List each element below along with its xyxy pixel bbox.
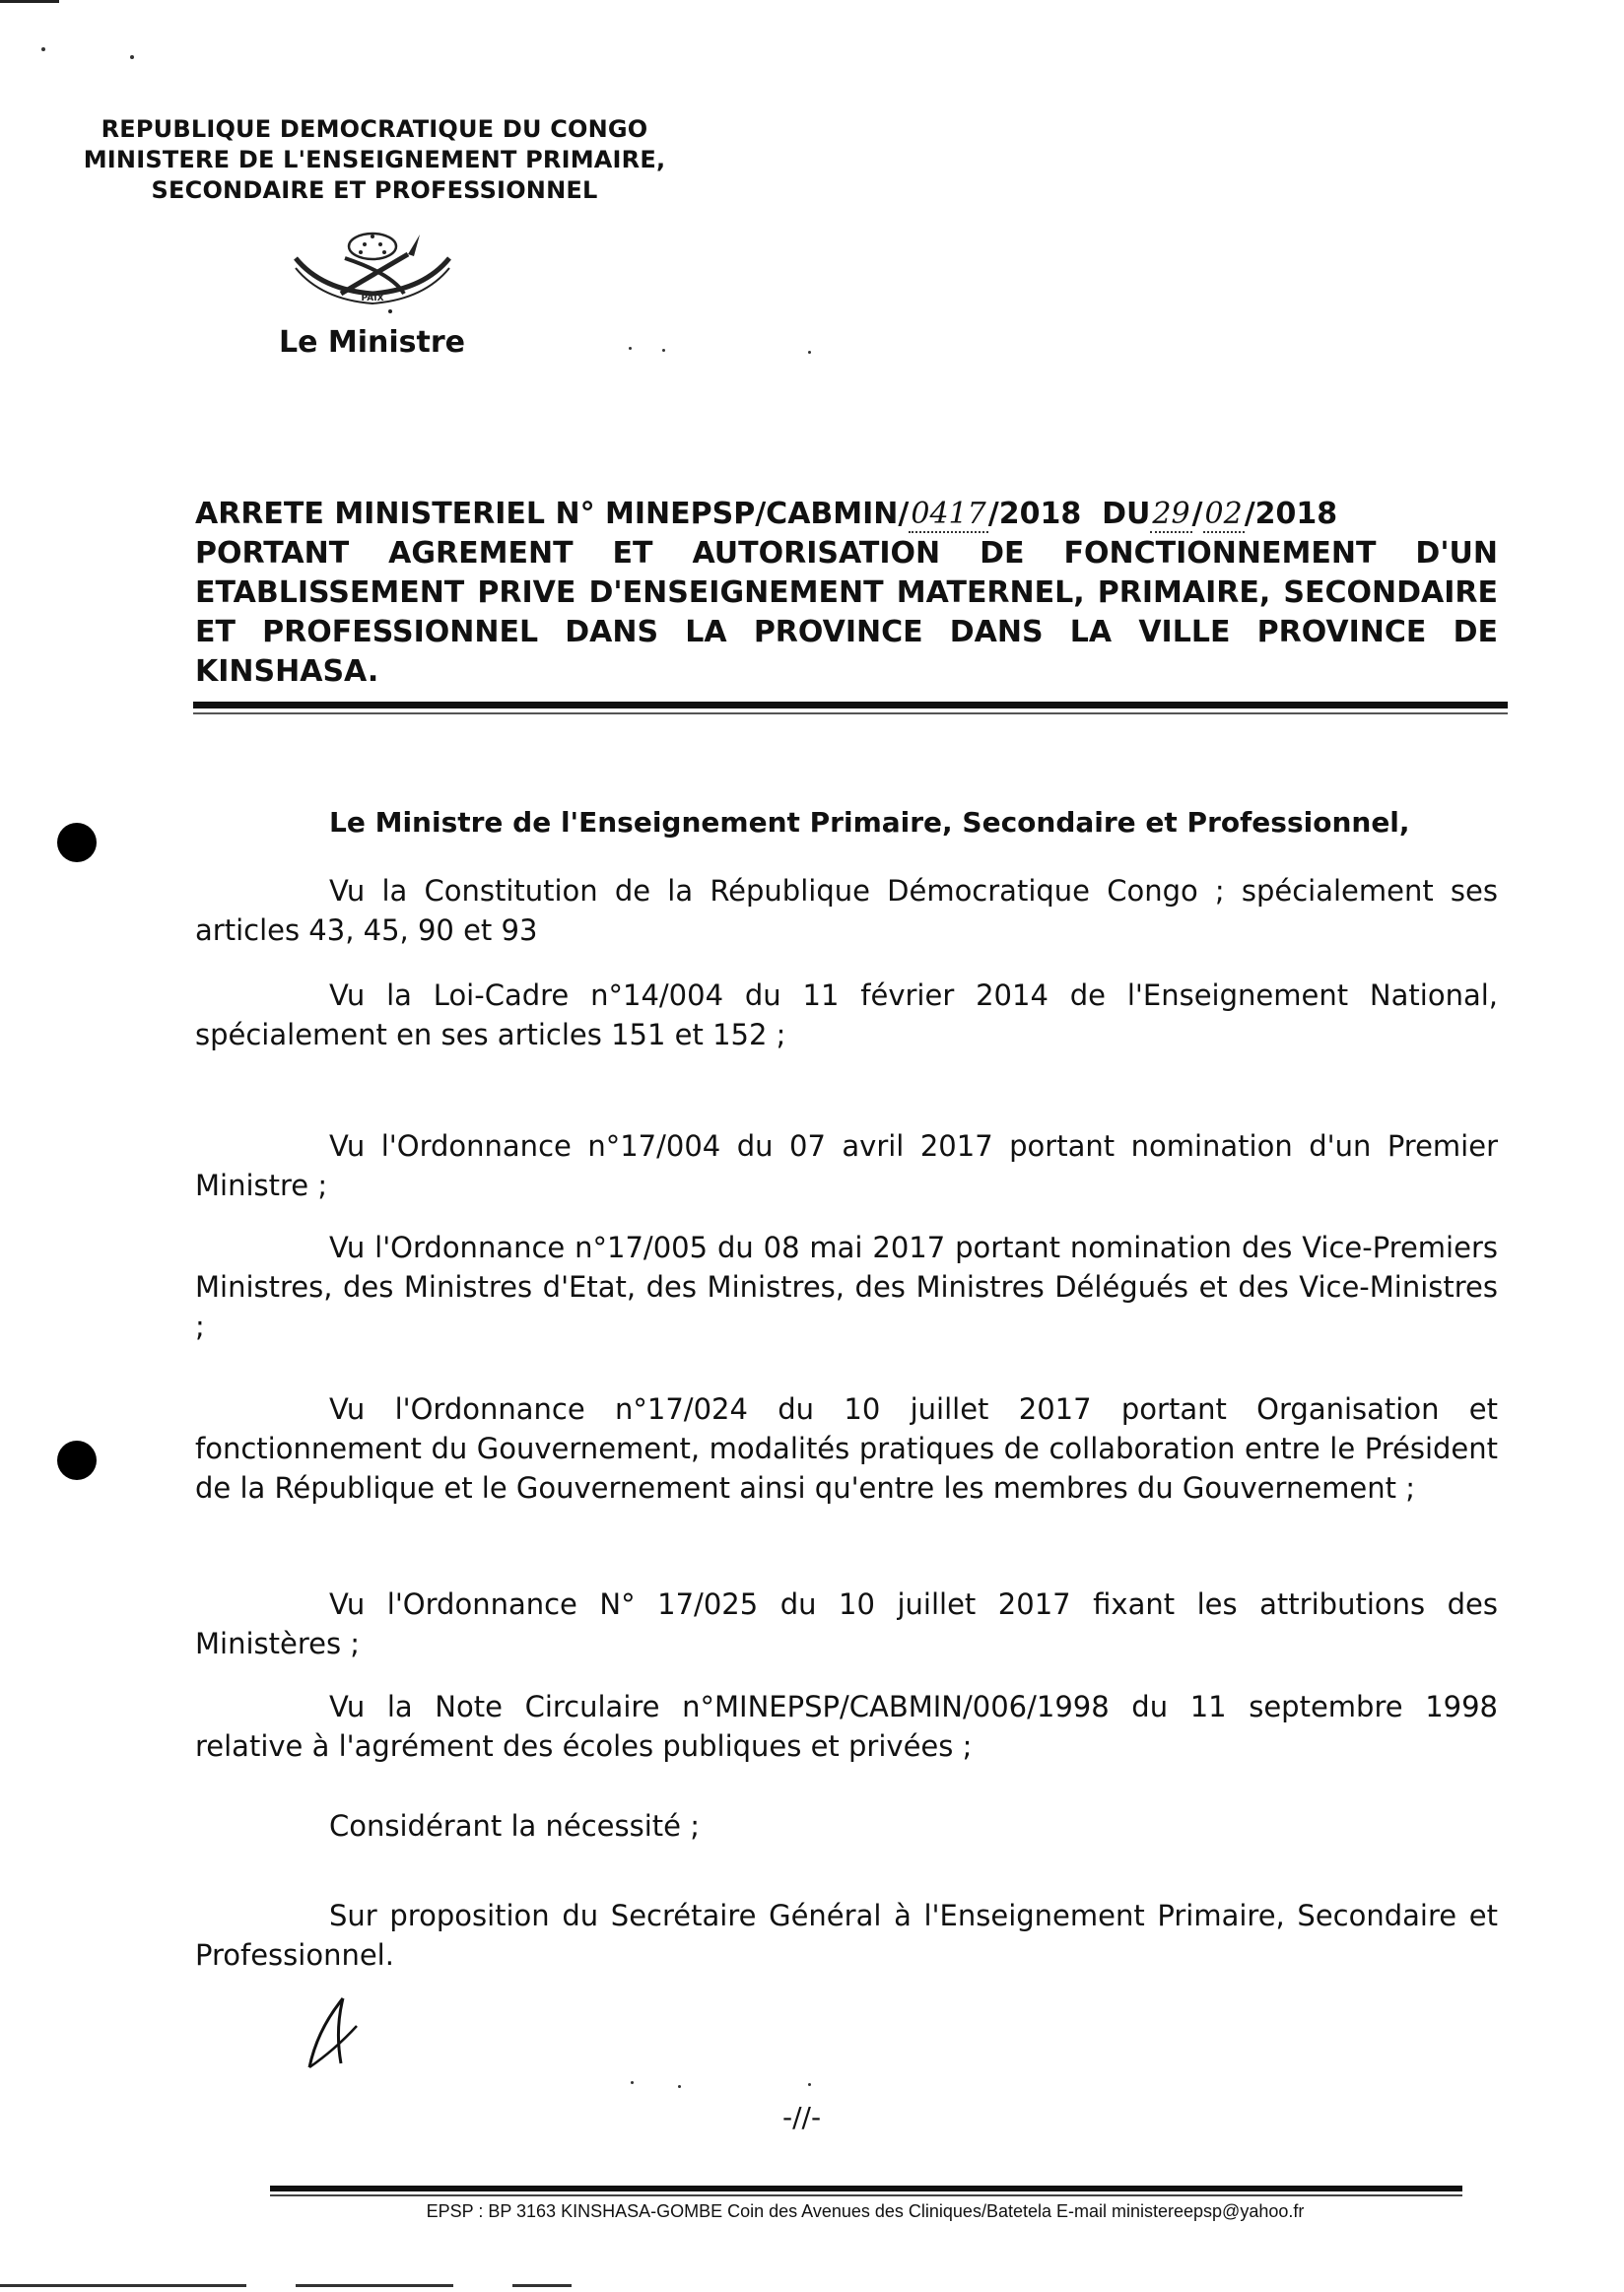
letterhead-ministry: MINISTERE DE L'ENSEIGNEMENT PRIMAIRE, <box>83 146 666 173</box>
decree-date-year: 2018 <box>1254 497 1338 531</box>
decree-day-handwritten: 29 <box>1152 497 1190 531</box>
scan-speck <box>629 347 632 350</box>
visa-paragraph: Vu la Constitution de la République Démocratique Congo ; spécialement ses articles 43, 45, 90 et 93 <box>195 874 1498 947</box>
handwritten-initial-icon <box>296 1990 374 2071</box>
continuation-marker: -//- <box>782 2101 822 2133</box>
scan-edge-line <box>296 2284 453 2287</box>
emblem-motto: PAIX <box>361 294 384 303</box>
visa-paragraph: Vu l'Ordonnance N° 17/025 du 10 juillet 2017 fixant les attributions des Ministères ; <box>195 1587 1498 1660</box>
minister-intro: Le Ministre de l'Enseignement Primaire, Secondaire et Professionnel, <box>329 806 1410 839</box>
scan-speck <box>808 351 811 354</box>
decree-subject: PORTANT AGREMENT ET AUTORISATION DE FONCTIONNEMENT D'UN ETABLISSEMENT PRIVE D'ENSEIGNEMENT MATERNEL, PRIMAIRE, SECONDAIRE ET PROFESSIONNEL DANS LA PROVINCE DANS LA VILLE PROVINCE DE KINSHASA. <box>195 536 1498 689</box>
decree-title <box>195 495 1498 692</box>
coat-of-arms-icon <box>282 229 465 317</box>
scan-edge-line <box>512 2284 572 2287</box>
visa-paragraph: Vu la Note Circulaire n°MINEPSP/CABMIN/006/1998 du 11 septembre 1998 relative à l'agrément des écoles publiques et privées ; <box>195 1690 1498 1763</box>
decree-number-handwritten: 0417 <box>911 497 986 531</box>
decree-prefix: ARRETE MINISTERIEL N° MINEPSP/CABMIN/ <box>195 497 910 531</box>
title-underline-thin <box>193 712 1508 714</box>
signatory-title: Le Ministre <box>279 325 466 360</box>
punch-hole <box>57 823 97 862</box>
decree-month-handwritten: 02 <box>1204 497 1243 531</box>
footer-rule <box>270 2186 1462 2191</box>
scan-speck <box>130 55 134 59</box>
visa-paragraph: Vu l'Ordonnance n°17/004 du 07 avril 2017 portant nomination d'un Premier Ministre ; <box>195 1129 1498 1202</box>
title-underline <box>193 702 1508 708</box>
footer-address: EPSP : BP 3163 KINSHASA-GOMBE Coin des Avenues des Cliniques/Batetela E-mail ministereepsp@yahoo.fr <box>426 2201 1305 2221</box>
proposal-paragraph: Sur proposition du Secrétaire Général à l'Enseignement Primaire, Secondaire et Professionnel. <box>195 1899 1498 1972</box>
visa-paragraph: Vu la Loi-Cadre n°14/004 du 11 février 2014 de l'Enseignement National, spécialement en ses articles 151 et 152 ; <box>195 978 1498 1051</box>
letterhead <box>59 114 690 206</box>
scan-speck <box>678 2085 681 2088</box>
letterhead-country: REPUBLIQUE DEMOCRATIQUE DU CONGO <box>101 115 648 143</box>
footer-rule-thin <box>270 2194 1462 2196</box>
scan-speck <box>662 349 665 352</box>
decree-du: DU <box>1102 497 1151 531</box>
scan-speck <box>631 2081 634 2084</box>
scan-speck <box>808 2083 811 2086</box>
decree-year: 2018 <box>998 497 1082 531</box>
visa-paragraph: Vu l'Ordonnance n°17/024 du 10 juillet 2017 portant Organisation et fonctionnement du Gouvernement, modalités pratiques de collaboration entre le Président de la République et le Gouvernement ainsi qu'entre les membres du Gouvernement ; <box>195 1392 1498 1505</box>
scan-edge-line <box>0 0 59 3</box>
decree-reference: ARRETE MINISTERIEL N° MINEPSP/CABMIN/0417/2018 DU29/02/2018 <box>195 497 1338 531</box>
scan-edge-line <box>0 2284 246 2287</box>
considerant-paragraph: Considérant la nécessité ; <box>329 1809 700 1843</box>
visa-paragraph: Vu l'Ordonnance n°17/005 du 08 mai 2017 portant nomination des Vice-Premiers Ministres, des Ministres d'Etat, des Ministres, des Ministres Délégués et des Vice-Ministres ; <box>195 1231 1498 1343</box>
letterhead-ministry-cont: SECONDAIRE ET PROFESSIONNEL <box>151 176 598 204</box>
scan-speck <box>41 47 45 51</box>
punch-hole <box>57 1441 97 1480</box>
